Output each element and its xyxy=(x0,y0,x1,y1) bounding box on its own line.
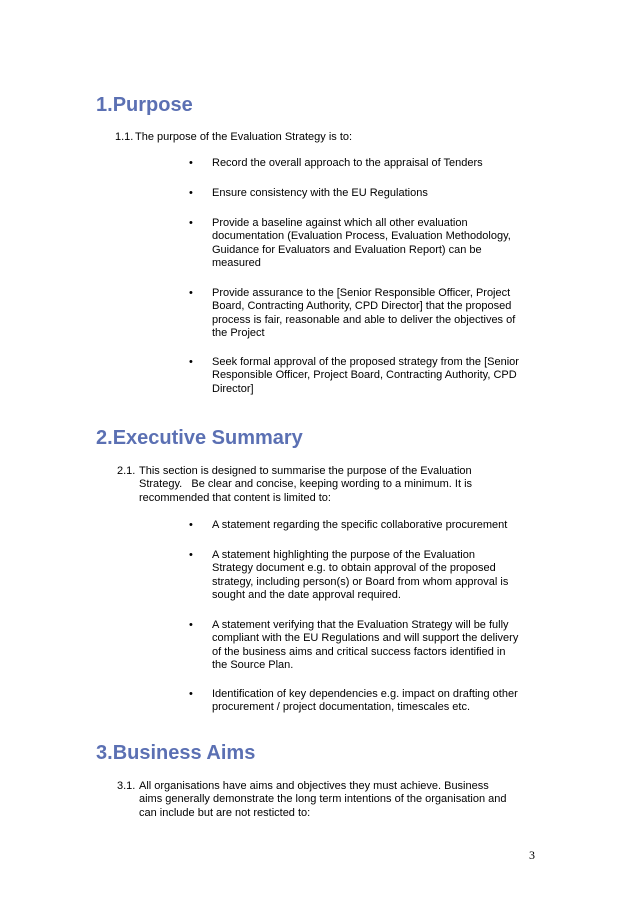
bullet-line: A statement highlighting the purpose of the Evaluation xyxy=(212,549,475,561)
paragraph-number: 2.1. xyxy=(117,465,136,477)
bullet-line: Guidance for Evaluators and Evaluation Report) can be xyxy=(212,243,482,256)
list-item xyxy=(190,157,545,170)
paragraph-line: All organisations have aims and objectives they must achieve. Business xyxy=(139,780,489,792)
bullet-line: Provide a baseline against which all other evaluation xyxy=(212,217,468,229)
list-item xyxy=(190,519,545,532)
list-item xyxy=(190,356,545,396)
section-1-heading xyxy=(96,93,193,117)
section-3-heading xyxy=(96,741,255,765)
list-item xyxy=(190,619,545,673)
bullet-icon: • xyxy=(189,187,193,199)
paragraph-line: can include but are not resticted to: xyxy=(139,806,311,819)
bullet-icon: • xyxy=(189,157,193,169)
bullet-line: the Project xyxy=(212,327,265,340)
paragraph-number: 1.1. xyxy=(115,131,134,143)
paragraph-1-1 xyxy=(115,131,555,144)
list-item xyxy=(190,287,545,341)
bullet-line: of the business aims and critical success factors identified in xyxy=(212,645,506,658)
bullet-line: Responsible Officer, Project Board, Contracting Authority, CPD xyxy=(212,369,517,382)
paragraph-line: Strategy. Be clear and concise, keeping wording to a minimum. It is xyxy=(139,478,473,491)
bullet-line: sought and the date approval required. xyxy=(212,589,401,602)
bullet-line: Ensure consistency with the EU Regulations xyxy=(212,187,428,199)
bullet-line: documentation (Evaluation Process, Evaluation Methodology, xyxy=(212,230,511,243)
bullet-icon: • xyxy=(189,217,193,229)
bullet-line: Board, Contracting Authority, CPD Director] that the proposed xyxy=(212,300,512,313)
bullet-line: Identification of key dependencies e.g. impact on drafting other xyxy=(212,688,518,700)
bullet-line: measured xyxy=(212,257,261,270)
bullet-line: the Source Plan. xyxy=(212,659,294,672)
bullet-line: process is fair, reasonable and able to deliver the objectives of xyxy=(212,313,516,326)
section-2-heading xyxy=(96,426,303,450)
bullet-line: Provide assurance to the [Senior Responsible Officer, Project xyxy=(212,287,511,299)
section-title: Purpose xyxy=(112,94,193,116)
bullet-line: Record the overall approach to the appraisal of Tenders xyxy=(212,157,483,169)
paragraph-line: recommended that content is limited to: xyxy=(139,491,331,504)
page-number: 3 xyxy=(529,848,535,862)
paragraph-line: This section is designed to summarise the purpose of the Evaluation xyxy=(139,465,472,477)
bullet-line: Strategy document e.g. to obtain approval of the proposed xyxy=(212,562,496,575)
bullet-icon: • xyxy=(189,287,193,299)
list-item xyxy=(190,217,545,271)
paragraph-text: The purpose of the Evaluation Strategy is to: xyxy=(135,131,353,143)
paragraph-2-1 xyxy=(117,465,559,505)
bullet-icon: • xyxy=(189,356,193,368)
section-title: Executive Summary xyxy=(112,427,303,449)
paragraph-number: 3.1. xyxy=(117,780,136,792)
section-title: Business Aims xyxy=(112,742,256,764)
list-item xyxy=(190,187,545,200)
paragraph-3-1 xyxy=(117,780,569,820)
bullet-line: Director] xyxy=(212,382,254,395)
bullet-line: procurement / project documentation, timescales etc. xyxy=(212,701,471,714)
bullet-line: compliant with the EU Regulations and will support the delivery xyxy=(212,632,519,645)
list-item xyxy=(190,549,545,603)
bullet-line: strategy, including person(s) or Board from whom approval is xyxy=(212,575,509,588)
bullet-line: A statement regarding the specific collaborative procurement xyxy=(212,519,508,531)
list-item xyxy=(190,688,545,715)
bullet-line: A statement verifying that the Evaluation Strategy will be fully xyxy=(212,619,509,631)
section-number: 2. xyxy=(96,427,113,449)
section-number: 3. xyxy=(96,742,113,764)
section-number: 1. xyxy=(96,94,113,116)
bullet-icon: • xyxy=(189,549,193,561)
paragraph-line: aims generally demonstrate the long term intentions of the organisation and xyxy=(139,793,507,806)
bullet-icon: • xyxy=(189,688,193,700)
bullet-line: Seek formal approval of the proposed strategy from the [Senior xyxy=(212,356,519,368)
bullet-icon: • xyxy=(189,619,193,631)
bullet-icon: • xyxy=(189,519,193,531)
